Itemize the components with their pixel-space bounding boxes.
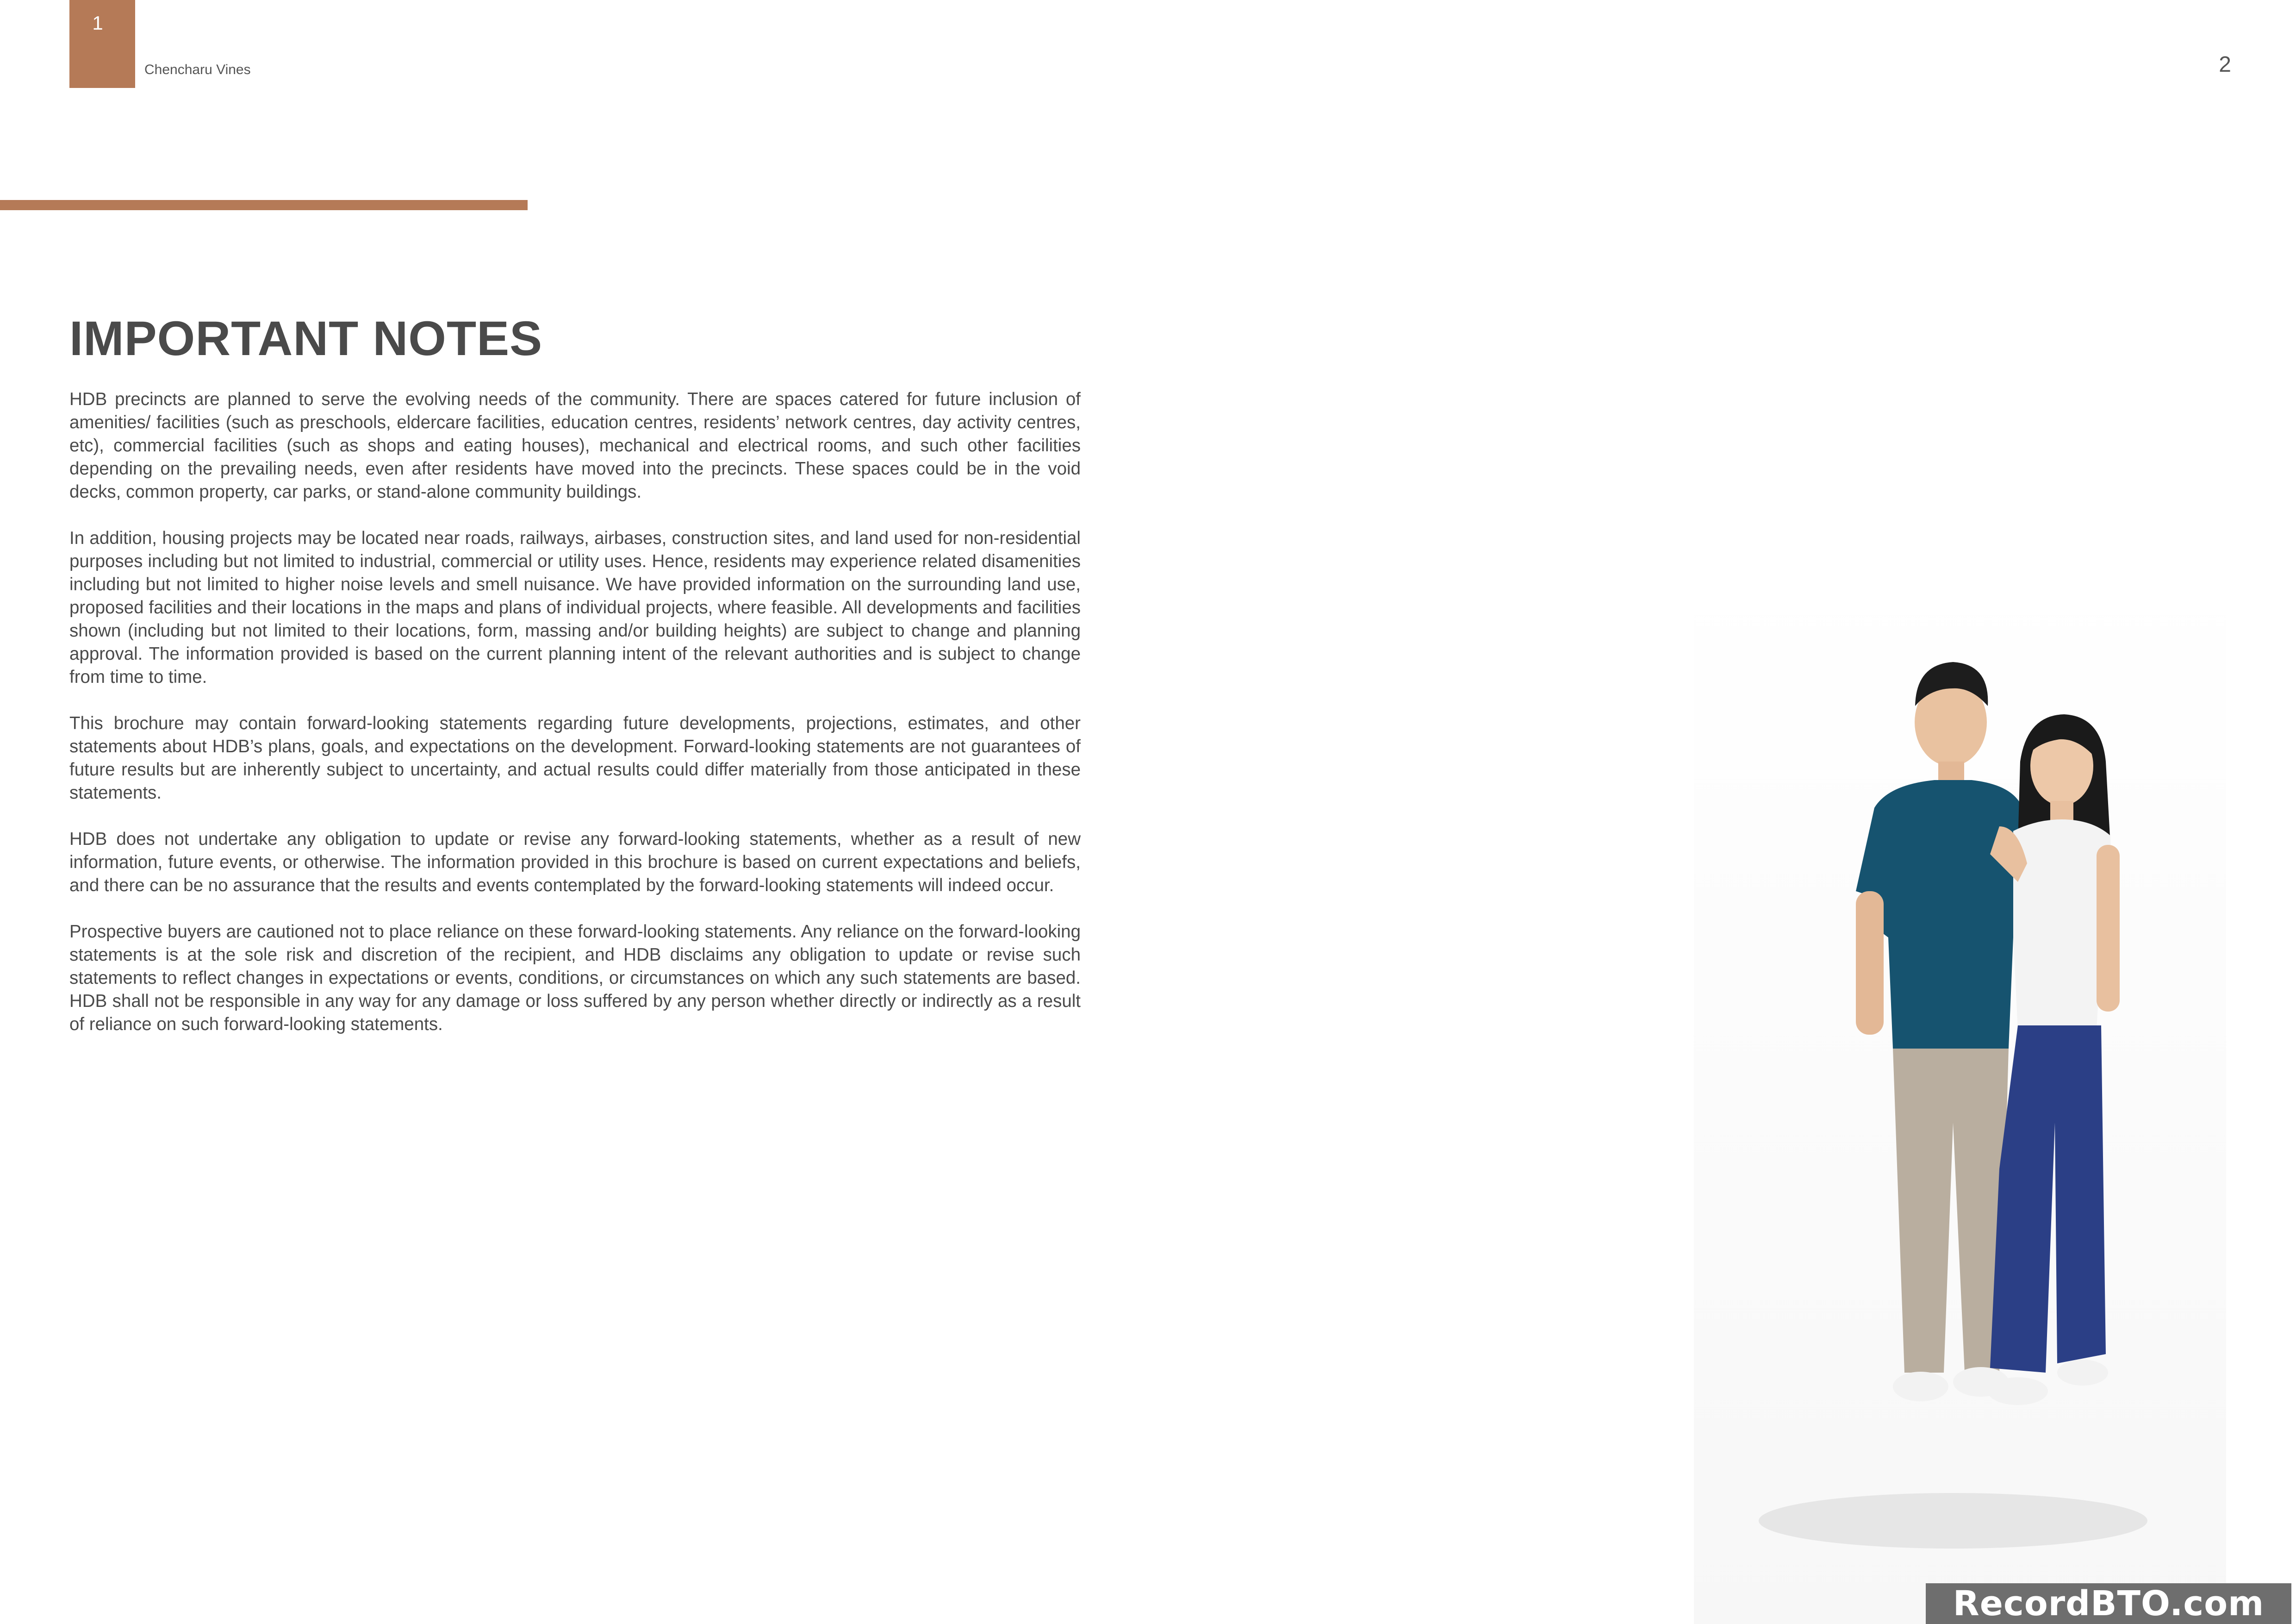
notes-body	[69, 388, 1081, 1059]
page-number: 2	[2219, 52, 2231, 77]
notes-paragraph-2: In addition, housing projects may be located near roads, railways, airbases, construction sites, and land used for non-residential purposes including but not limited to industrial, commercial or utility uses. Hence, residents may experience related disamenities including but not limited to higher noise levels and smell nuisance. We have provided information on the surrounding land use, proposed facilities and their locations in the maps and plans of individual projects, where feasible. All developments and facilities shown (including but not limited to their locations, form, massing and/or building heights) are subject to change and planning approval. The information provided is based on the current planning intent of the relevant authorities and is subject to change from time to time.	[69, 528, 1081, 687]
project-name: Chencharu Vines	[144, 62, 251, 77]
notes-paragraph-1: HDB precincts are planned to serve the evolving needs of the community. There are spaces catered for future inclusion of amenities/ facilities (such as preschools, eldercare facilities, education centres, residents’ network centres, day activity centres, etc), commercial facilities (such as shops and eating houses), mechanical and electrical rooms, and such other facilities depending on the prevailing needs, even after residents have moved into the precincts. These spaces could be in the void decks, common property, car parks, or stand-alone community buildings.	[69, 389, 1081, 502]
page-tab-number: 1	[92, 12, 103, 34]
notes-paragraph-4: HDB does not undertake any obligation to update or revise any forward-looking statements, whether as a result of new information, future events, or otherwise. The information provided in this brochure is based on current expectations and beliefs, and there can be no assurance that the results and events contemplated by the forward-looking statements will indeed occur.	[69, 829, 1081, 895]
page-title: IMPORTANT NOTES	[69, 312, 543, 366]
couple-photo	[1694, 567, 2226, 1624]
notes-paragraph-5: Prospective buyers are cautioned not to place reliance on these forward-looking statements. Any reliance on the forward-looking statements is at the sole risk and discretion of the recipient, and HDB disclaims any obligation to update or revise such statements to reflect changes in expectations or events, conditions, or circumstances on which any such statements are based. HDB shall not be responsible in any way for any damage or loss suffered by any person whether directly or indirectly as a result of reliance on such forward-looking statements.	[69, 922, 1081, 1034]
page-tab	[69, 0, 135, 88]
watermark: RecordBTO.com	[1926, 1583, 2291, 1624]
accent-rule	[0, 200, 528, 210]
notes-paragraph-3: This brochure may contain forward-looking statements regarding future developments, projections, estimates, and other statements about HDB’s plans, goals, and expectations on the development. Forward-looking statements are not guarantees of future results but are inherently subject to uncertainty, and actual results could differ materially from those anticipated in these statements.	[69, 713, 1081, 803]
